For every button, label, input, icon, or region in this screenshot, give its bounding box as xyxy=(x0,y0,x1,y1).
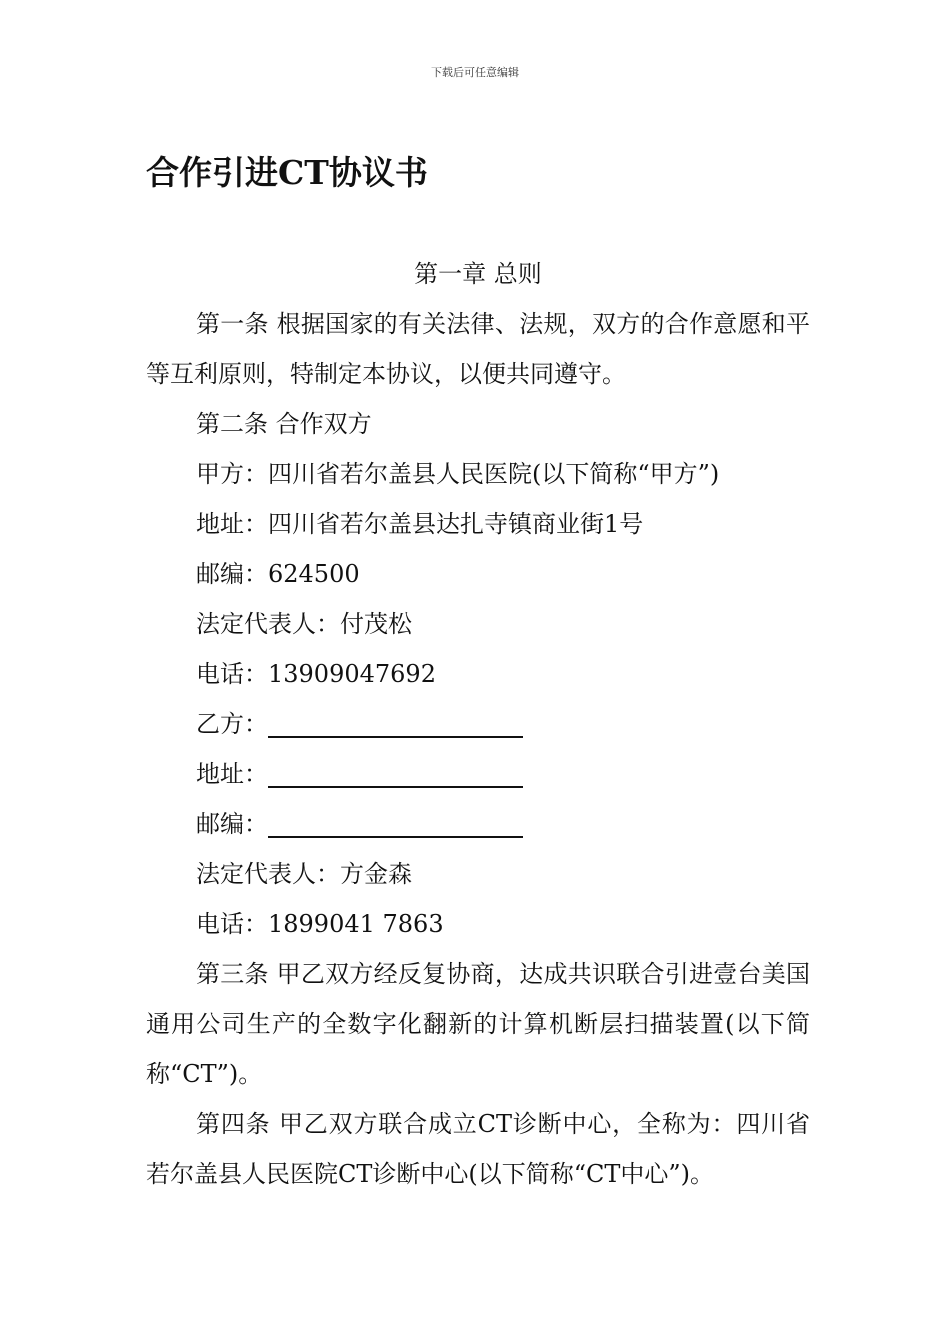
document-body xyxy=(146,249,810,1199)
article-3: 第三条 甲乙双方经反复协商，达成共识联合引进壹台美国通用公司生产的全数字化翻新的计算机断层扫描装置(以下简称“CT”)。 xyxy=(146,960,810,1088)
chapter-title: 第一章 总则 xyxy=(414,260,542,288)
party-b-address-label: 地址： xyxy=(196,760,268,788)
party-a-address: 地址：四川省若尔盖县达扎寺镇商业街1号 xyxy=(196,510,644,538)
party-b-name-row xyxy=(146,699,810,749)
party-b-name-blank xyxy=(268,710,523,738)
party-b-name-label: 乙方： xyxy=(196,710,268,738)
article-4: 第四条 甲乙双方联合成立CT诊断中心，全称为：四川省若尔盖县人民医院CT诊断中心(以下简称“CT中心”)。 xyxy=(146,1110,810,1188)
header-note: 下载后可任意编辑 xyxy=(431,66,519,79)
party-b-address-row xyxy=(146,749,810,799)
party-b-address-blank xyxy=(268,760,523,788)
party-a-name: 甲方：四川省若尔盖县人民医院(以下简称“甲方”) xyxy=(196,460,720,488)
article-1: 第一条 根据国家的有关法律、法规，双方的合作意愿和平等互利原则，特制定本协议，以便共同遵守。 xyxy=(146,310,810,388)
article-2-heading: 第二条 合作双方 xyxy=(196,410,372,438)
document-title: 合作引进CT协议书 xyxy=(146,153,428,192)
party-b-legal-rep: 法定代表人：方金森 xyxy=(196,860,412,888)
party-a-postcode: 邮编：624500 xyxy=(196,560,360,588)
party-b-phone: 电话：1899041 7863 xyxy=(196,910,444,938)
party-b-postcode-blank xyxy=(268,810,523,838)
party-a-legal-rep: 法定代表人：付茂松 xyxy=(196,610,412,638)
party-b-postcode-row xyxy=(146,799,810,849)
party-b-postcode-label: 邮编： xyxy=(196,810,268,838)
party-a-phone: 电话：13909047692 xyxy=(196,660,436,688)
